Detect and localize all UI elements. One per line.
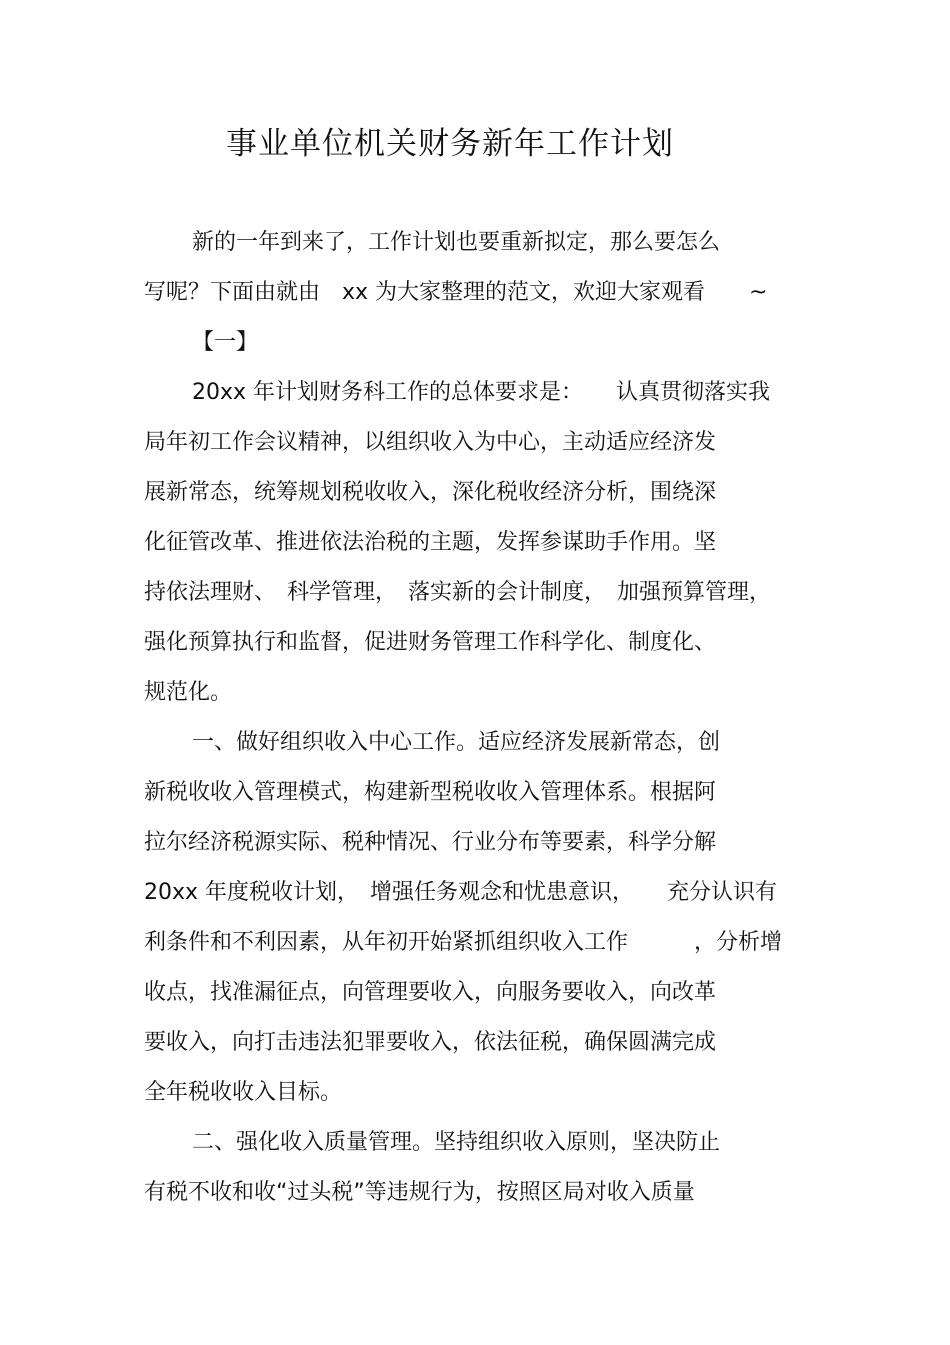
text-line: 一、做好组织收入中心工作。适应经济发展新常态，创 [192, 730, 721, 755]
text-line: 有税不收和收“过头税”等违规行为，按照区局对收入质量 [144, 1180, 695, 1205]
text-line: 展新常态，统筹规划税收收入，深化税收经济分析，围绕深 [144, 480, 717, 505]
document-title: 事业单位机关财务新年工作计划 [226, 126, 674, 162]
text-line: 写呢？下面由就由 xx 为大家整理的范文，欢迎大家观看 ~ [144, 280, 768, 305]
text-line: 20xx 年计划财务科工作的总体要求是： 认真贯彻落实我 [192, 380, 771, 405]
text-line: 20xx 年度税收计划， 增强任务观念和忧患意识， 充分认识有 [144, 880, 778, 905]
text-line: 收点，找准漏征点，向管理要收入，向服务要收入，向改革 [144, 980, 717, 1005]
text-line: 要收入，向打击违法犯罪要收入，依法征税，确保圆满完成 [144, 1030, 717, 1055]
text-line: 新的一年到来了，工作计划也要重新拟定，那么要怎么 [192, 230, 721, 255]
text-line: 强化预算执行和监督，促进财务管理工作科学化、制度化、 [144, 630, 717, 655]
text-line: 全年税收收入目标。 [144, 1080, 343, 1105]
text-line: 持依法理财、 科学管理， 落实新的会计制度， 加强预算管理， [144, 580, 772, 605]
text-line: 规范化。 [144, 680, 233, 705]
text-line: 新税收收入管理模式，构建新型税收收入管理体系。根据阿 [144, 780, 717, 805]
text-line: 二、强化收入质量管理。坚持组织收入原则，坚决防止 [192, 1130, 721, 1155]
text-line: 化征管改革、推进依法治税的主题，发挥参谋助手作用。坚 [144, 530, 717, 555]
text-line: 拉尔经济税源实际、税种情况、行业分布等要素，科学分解 [144, 830, 717, 855]
section-heading: 【一】 [192, 330, 259, 355]
text-line: 局年初工作会议精神，以组织收入为中心，主动适应经济发 [144, 430, 717, 455]
text-line: 利条件和不利因素，从年初开始紧抓组织收入工作 ，分析增 [144, 930, 783, 955]
